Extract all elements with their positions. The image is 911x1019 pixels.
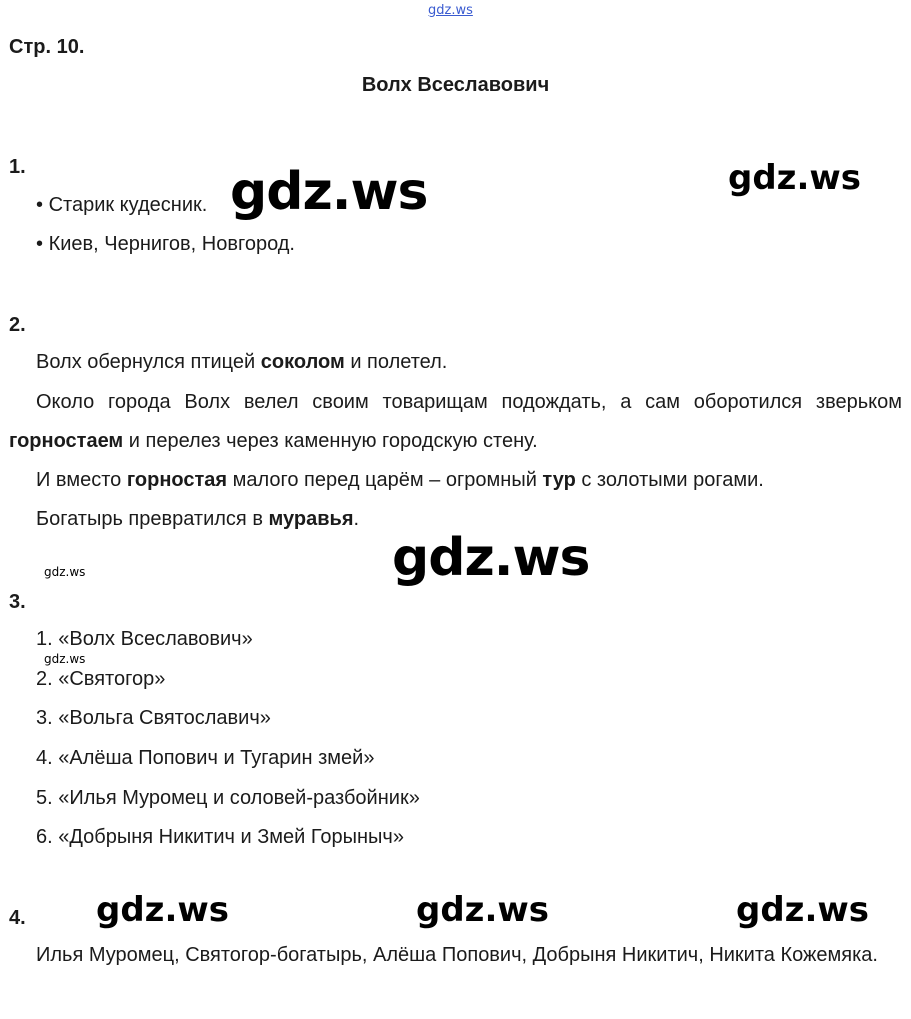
list-item: 6. «Добрыня Никитич и Змей Горыныч» [36,826,404,848]
question-2-number: 2. [9,314,26,336]
answer-2-paragraph-4: Богатырь превратился в муравья. [36,508,360,530]
list-item: 1. «Волх Всеславович» [36,628,253,650]
answer-4-text: Илья Муромец, Святогор-богатырь, Алёша Попович, Добрыня Никитич, Никита Кожемяка. [36,944,878,966]
question-3-number: 3. [9,591,26,613]
list-item: 3. «Вольга Святославич» [36,707,271,729]
watermark: gdz.ws [736,890,870,930]
list-item-text: Киев, Чернигов, Новгород. [48,233,295,255]
question-1-number: 1. [9,156,26,178]
question-4-number: 4. [9,907,26,929]
list-item: 5. «Илья Муромец и соловей-разбойник» [36,787,420,809]
bullet: • [36,194,44,216]
watermark: gdz.ws [728,158,862,198]
watermark: gdz.ws [44,652,86,666]
list-item-text: Старик кудесник. [48,194,208,216]
watermark-top[interactable]: gdz.ws [428,3,473,18]
watermark: gdz.ws [44,565,86,579]
watermark: gdz.ws [416,890,550,930]
answer-2-paragraph-3: И вместо горностая малого перед царём – огромный тур с золотыми рогами. [36,469,764,491]
list-item [36,232,295,256]
watermark: gdz.ws [230,162,428,222]
page-label: Стр. 10. [9,36,85,58]
list-item: 4. «Алёша Попович и Тугарин змей» [36,747,375,769]
list-item: 2. «Святогор» [36,668,166,690]
list-item [36,193,207,217]
page-title: Волх Всеславович [361,74,550,96]
answer-2-paragraph-1: Волх обернулся птицей соколом и полетел. [36,351,448,373]
answer-2-paragraph-2: Около города Волх велел своим товарищам подождать, а сам оборотился зверьком горностаем и перелез через каменную городскую стену. [9,391,902,452]
watermark: gdz.ws [392,528,590,588]
watermark: gdz.ws [96,890,230,930]
bullet: • [36,233,44,255]
